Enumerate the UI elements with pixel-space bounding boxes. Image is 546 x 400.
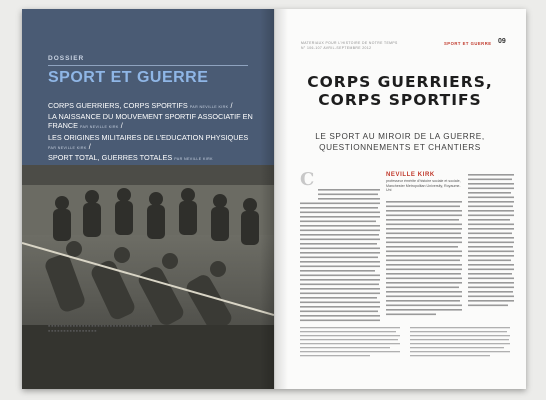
body-column-3 [468,172,514,322]
article-subtitle [294,132,506,153]
right-page [274,9,526,389]
toc-item: LES ORIGINES MILITAIRES DE L'EDUCATION PHYSIQUES PAR NEVILLE KIRK / [48,132,249,151]
page-number: 09 [498,38,506,45]
footnote-lines [300,327,510,367]
issue-info: N° 106-107 AVRIL-SEPTEMBRE 2012 [301,45,372,50]
toc-item-author: PAR NEVILLE KIRK [174,157,213,162]
title-line: CORPS GUERRIERS, [307,73,493,91]
soldiers-photo-art [22,165,274,389]
toc-item-title: SPORT TOTAL, GUERRES TOTALES [48,153,173,163]
toc-item-title: LA NAISSANCE DU MOUVEMENT SPORTIF ASSOCIATIF EN FRANCE [48,112,253,131]
section-label: SPORT ET GUERRE [444,41,492,46]
photo-caption: ■ ■ ■ ■ ■ ■ ■ ■ ■ ■ ■ ■ ■ ■ ■ ■ ■ ■ ■ ■ ■ ■ ■ ■ ■ ■ ■ ■ ■ ■ ■ ■ ■ ■ ■ ■ ■ ■ ■ ■ ■ ■ ■ ■ ■ ■ ■ ■ ■ ■ [48,324,152,333]
article-title [294,73,506,109]
toc-item: CORPS GUERRIERS, CORPS SPORTIFS PAR NEVILLE KIRK / [48,101,233,110]
author-name: NEVILLE KIRK [386,172,435,178]
toc-item-author: PAR NEVILLE KIRK [80,125,119,130]
dossier-panel [22,9,274,165]
section-title: SPORT ET GUERRE [48,69,209,86]
toc-item-author: PAR NEVILLE KIRK [189,105,229,109]
magazine-spread [22,9,526,389]
soldiers-photo [22,165,274,389]
kicker-rule [48,65,248,66]
toc-item-author: PAR NEVILLE KIRK [48,145,87,150]
body-text-lines [386,199,462,319]
toc-item [48,153,258,164]
author-affiliation: professeur émérite d'histoire sociale et sociale, Manchester Metropolitan University, Royaume-Uni [386,179,461,193]
table-of-contents [48,101,258,164]
toc-item-title: CORPS GUERRIERS, CORPS SPORTIFS [48,101,188,110]
body-column-1 [300,172,380,322]
body-column-2 [386,199,462,319]
body-text-lines [468,172,514,322]
toc-item-title: LES ORIGINES MILITAIRES DE L'EDUCATION PHYSIQUES [48,132,249,142]
left-page [22,9,274,389]
footnotes [300,327,510,368]
toc-item: LA NAISSANCE DU MOUVEMENT SPORTIF ASSOCIATIF EN FRANCE PAR NEVILLE KIRK / [48,112,253,131]
running-header [301,41,398,50]
dossier-kicker: DOSSIER [48,55,85,62]
book-gutter-shadow [260,9,288,389]
subtitle-line: LE SPORT AU MIROIR DE LA GUERRE, [315,132,485,141]
subtitle-line: QUESTIONNEMENTS ET CHANTIERS [319,142,481,152]
drop-cap: C [300,172,315,190]
title-line: CORPS SPORTIFS [318,91,482,109]
body-text-lines [300,187,380,322]
journal-name: MATERIAUX POUR L'HISTOIRE DE NOTRE TEMPS [301,41,398,45]
